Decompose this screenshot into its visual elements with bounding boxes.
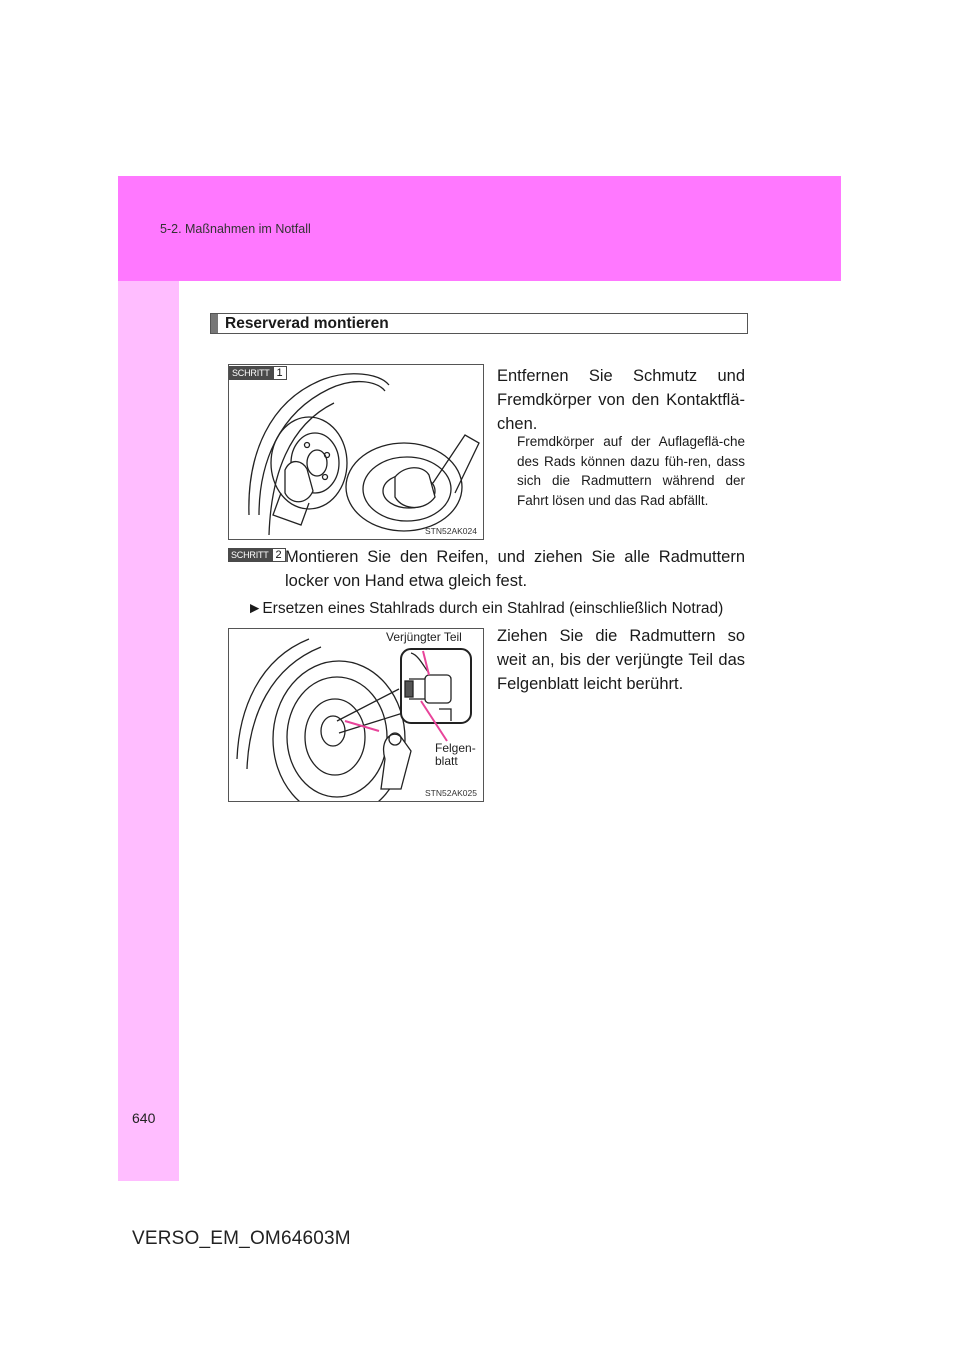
- step-2-text: Montieren Sie den Reifen, und ziehen Sie alle Radmuttern locker von Hand etwa gleich fest.: [285, 548, 745, 590]
- step-label: SCHRITT: [228, 548, 272, 562]
- section-heading: [210, 313, 748, 334]
- step-number: 2: [272, 548, 286, 562]
- step-2-badge: [228, 548, 286, 562]
- side-band: [118, 281, 179, 1181]
- section-title: 5-2. Maßnahmen im Notfall: [160, 222, 311, 236]
- label-rim-plate: Felgen- blatt: [435, 741, 476, 768]
- step-label: SCHRITT: [229, 366, 273, 380]
- subsection-title-text: Ersetzen eines Stahlrads durch ein Stahlrad (einschließlich Notrad): [262, 600, 724, 617]
- label-tapered-part: Verjüngter Teil: [386, 630, 462, 644]
- page-number: 640: [132, 1110, 156, 1126]
- step-1-badge: [229, 366, 287, 380]
- heading-bar: [211, 314, 218, 333]
- step-number: 1: [273, 366, 287, 380]
- step-1-text: Entfernen Sie Schmutz und Fremdkörper von den Kontaktflä-chen.: [497, 367, 745, 433]
- wheel-nut-illustration: [229, 629, 484, 802]
- figure-tighten-nuts: [228, 628, 484, 802]
- figure-code: STN52AK024: [425, 526, 477, 536]
- heading-text: Reserverad montieren: [225, 315, 389, 332]
- document-code: VERSO_EM_OM64603M: [132, 1228, 351, 1249]
- subsection-title: [247, 597, 747, 621]
- triangle-marker-icon: ►: [247, 600, 263, 617]
- step-1-note: Fremdkörper auf der Auflageflä-che des Rads können dazu füh-ren, dass sich die Radmuttern während der Fahrt lösen und das Rad abfällt.: [517, 434, 745, 508]
- figure-clean-contact-surfaces: [228, 364, 484, 540]
- figure-code: STN52AK025: [425, 788, 477, 798]
- wheel-cleaning-illustration: [229, 365, 484, 540]
- subsection-text: Ziehen Sie die Radmuttern so weit an, bis der verjüngte Teil das Felgenblatt leicht berührt.: [497, 627, 745, 693]
